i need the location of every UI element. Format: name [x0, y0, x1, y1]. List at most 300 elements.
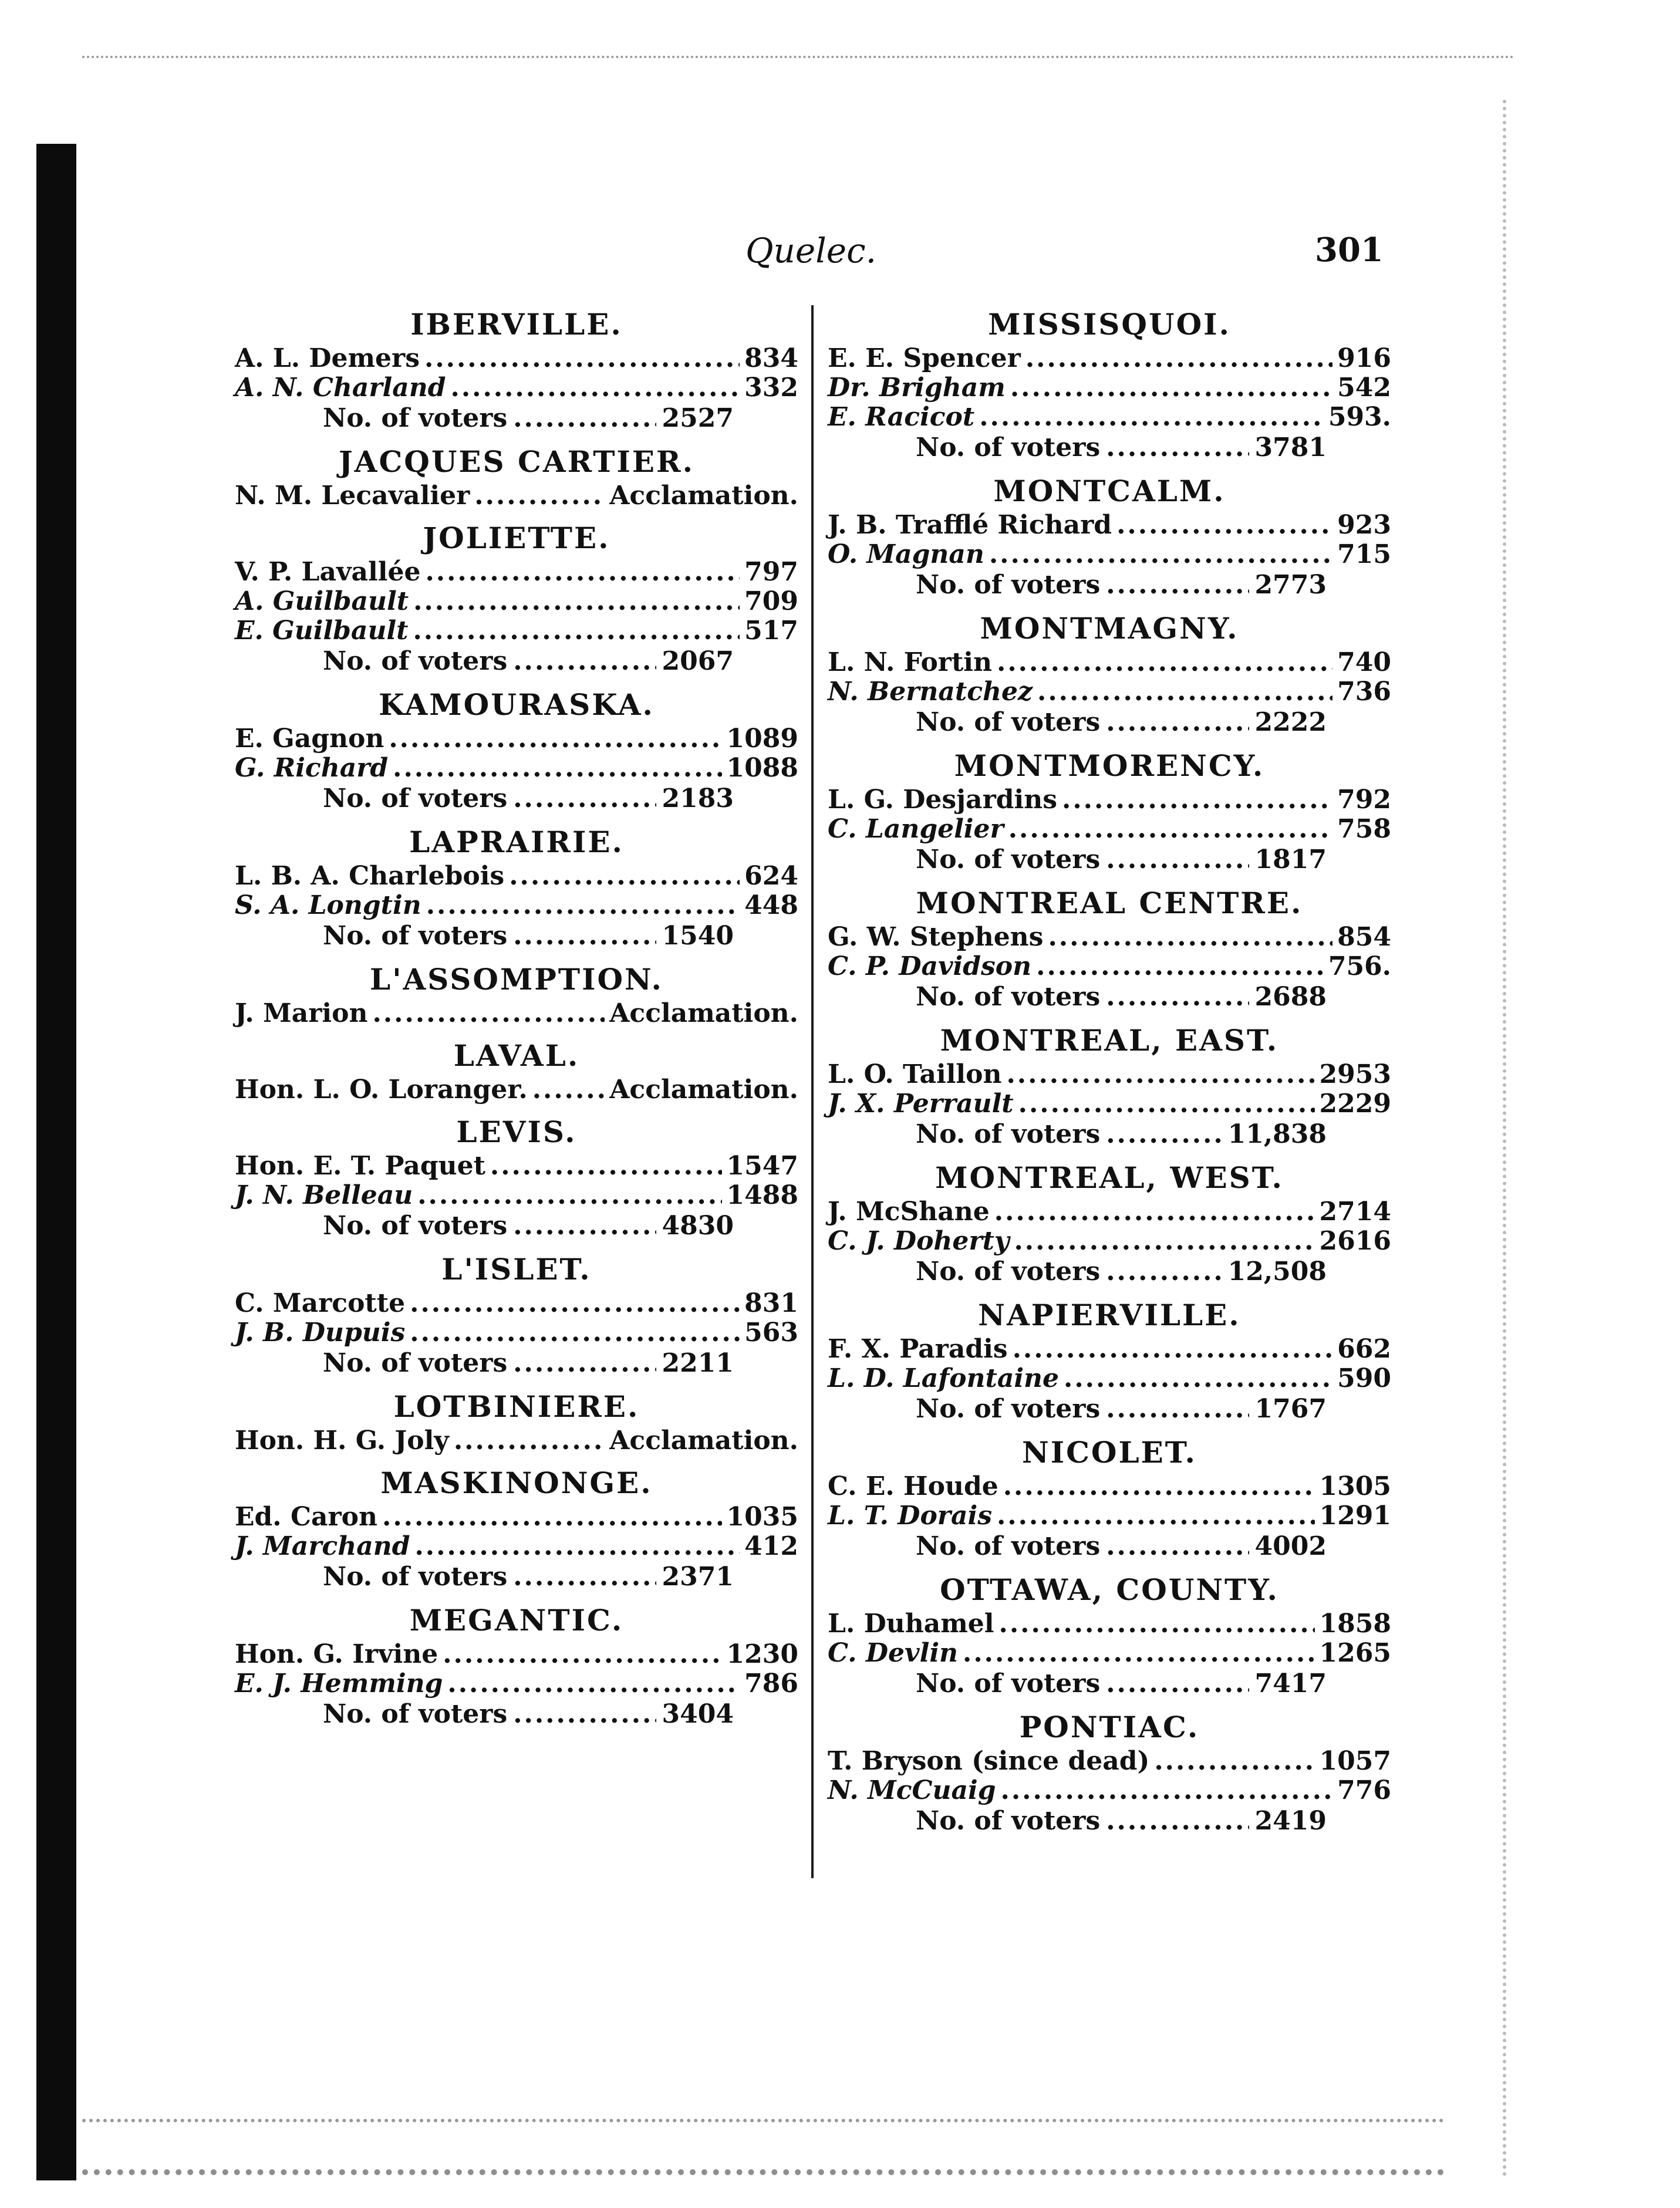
candidate-votes: 517: [744, 616, 798, 646]
dot-leader: [490, 1152, 722, 1181]
candidate-name: F. X. Paradis: [828, 1334, 1008, 1364]
candidate-name: L. T. Dorais: [828, 1501, 992, 1531]
district-name: MONTMORENCY.: [954, 748, 1265, 783]
candidate-row: [235, 1152, 798, 1181]
voters-label: No. of voters: [916, 1257, 1101, 1287]
candidate-votes: 1089: [726, 724, 798, 754]
page-title: Quelec.: [745, 231, 877, 271]
candidate-votes: 542: [1337, 373, 1391, 403]
candidate-name: E. Guilbault: [235, 616, 409, 646]
voters-count: 1817: [1254, 845, 1327, 875]
district-name: MEGANTIC.: [409, 1603, 624, 1638]
dot-leader: [410, 1289, 740, 1318]
candidate-name: N. Bernatchez: [828, 677, 1033, 707]
district-name: IBERVILLE.: [410, 307, 623, 342]
district-name: LOTBINIERE.: [393, 1389, 640, 1424]
district-block: [235, 443, 798, 511]
dot-leader: [513, 646, 656, 677]
candidate-votes: 1305: [1319, 1471, 1391, 1501]
candidate-votes: 834: [744, 343, 798, 373]
dot-leader: [414, 1532, 740, 1561]
voters-count: 2371: [662, 1562, 734, 1592]
candidate-row: [235, 862, 798, 891]
candidate-votes: Acclamation.: [609, 998, 798, 1028]
candidate-name: C. E. Houde: [828, 1471, 998, 1501]
candidate-row: [828, 1364, 1391, 1393]
candidate-votes: 624: [744, 861, 798, 891]
voters-count: 2222: [1254, 707, 1327, 737]
district-block: [828, 1571, 1391, 1700]
left-column: [235, 305, 798, 1738]
voters-row: [828, 981, 1391, 1013]
district-block: [828, 1021, 1391, 1150]
candidate-row: [235, 1318, 798, 1348]
dot-leader: [513, 783, 656, 815]
candidate-votes: 2714: [1319, 1197, 1391, 1227]
candidate-row: [235, 1181, 798, 1210]
voters-row: [235, 646, 798, 677]
candidate-row: [828, 1776, 1391, 1805]
district-block: [828, 1159, 1391, 1288]
candidate-votes: 1265: [1319, 1638, 1391, 1668]
voters-label: No. of voters: [323, 1562, 508, 1592]
dot-leader: [532, 1075, 605, 1105]
dot-leader: [1106, 569, 1249, 601]
dot-leader: [474, 481, 605, 511]
voters-count: 2527: [662, 403, 734, 433]
candidate-row: [235, 1426, 798, 1456]
candidate-votes: 709: [744, 586, 798, 616]
dot-leader: [447, 1669, 740, 1699]
right-column: [828, 305, 1391, 1845]
candidate-votes: 563: [744, 1318, 798, 1348]
candidate-votes: 916: [1337, 343, 1391, 373]
candidate-name: A. L. Demers: [235, 343, 420, 373]
candidate-name: G. Richard: [235, 753, 389, 783]
candidate-row: [828, 403, 1391, 432]
voters-count: 3404: [662, 1699, 734, 1729]
candidate-name: J. X. Perrault: [828, 1089, 1014, 1119]
district-name: PONTIAC.: [1019, 1710, 1200, 1744]
dot-leader: [426, 891, 740, 920]
candidate-votes: 831: [744, 1288, 798, 1318]
dot-leader: [997, 1501, 1315, 1531]
candidate-row: [828, 923, 1391, 952]
voters-row: [235, 1348, 798, 1379]
voters-row: [828, 1256, 1391, 1288]
candidate-row: [828, 511, 1391, 540]
district-name: L'ASSOMPTION.: [370, 962, 663, 997]
voters-label: No. of voters: [323, 1699, 508, 1729]
candidate-row: [828, 344, 1391, 373]
candidate-name: L. O. Taillon: [828, 1059, 1002, 1089]
district-name: LAPRAIRIE.: [409, 825, 624, 859]
dot-leader: [1062, 785, 1332, 815]
dot-leader: [1106, 432, 1249, 464]
candidate-name: V. P. Lavallée: [235, 557, 421, 587]
candidate-name: Hon. H. G. Joly: [235, 1426, 449, 1456]
dot-leader: [1036, 952, 1324, 981]
candidate-row: [828, 540, 1391, 569]
voters-count: 2773: [1254, 570, 1327, 600]
district-name: MONTMAGNY.: [980, 611, 1239, 646]
candidate-row: [235, 587, 798, 616]
candidate-row: [828, 952, 1391, 981]
district-block: [828, 1433, 1391, 1562]
dot-leader: [382, 1503, 722, 1532]
candidate-votes: 1291: [1319, 1501, 1391, 1531]
candidate-name: G. W. Stephens: [828, 922, 1044, 952]
candidate-name: A. Guilbault: [235, 586, 409, 616]
candidate-votes: 797: [744, 557, 798, 587]
voters-row: [828, 844, 1391, 876]
dot-leader: [1106, 844, 1249, 876]
dot-leader: [1006, 1060, 1314, 1089]
voters-count: 2211: [662, 1348, 734, 1378]
candidate-votes: 662: [1337, 1334, 1391, 1364]
candidate-name: J. N. Belleau: [235, 1180, 413, 1210]
district-name: NICOLET.: [1022, 1435, 1197, 1470]
dot-leader: [1003, 1472, 1315, 1501]
dot-leader: [1048, 923, 1332, 952]
candidate-row: [828, 373, 1391, 403]
voters-count: 7417: [1254, 1669, 1327, 1699]
district-block: [235, 823, 798, 952]
dot-leader: [1154, 1747, 1314, 1776]
candidate-name: S. A. Longtin: [235, 890, 421, 920]
voters-label: No. of voters: [916, 845, 1101, 875]
candidate-votes: 715: [1337, 539, 1391, 569]
candidate-row: [235, 754, 798, 783]
district-name: MASKINONGE.: [380, 1466, 653, 1500]
candidate-name: L. N. Fortin: [828, 647, 993, 677]
candidate-row: [235, 481, 798, 511]
candidate-name: J. B. Trafflé Richard: [828, 510, 1112, 540]
candidate-name: C. Devlin: [828, 1638, 959, 1668]
candidate-row: [235, 558, 798, 587]
candidate-votes: 776: [1337, 1775, 1391, 1805]
district-block: [235, 1464, 798, 1593]
voters-row: [235, 783, 798, 815]
voters-count: 11,838: [1227, 1119, 1327, 1149]
voters-label: No. of voters: [916, 1119, 1101, 1149]
candidate-name: Hon. G. Irvine: [235, 1639, 438, 1669]
candidate-row: [235, 724, 798, 754]
dot-leader: [451, 373, 740, 403]
candidate-name: J. Marchand: [235, 1531, 410, 1561]
voters-count: 4002: [1254, 1531, 1327, 1561]
voters-count: 1540: [662, 921, 734, 951]
candidate-votes: 736: [1337, 677, 1391, 707]
page-edge-bottom: [82, 2119, 1444, 2175]
candidate-row: [828, 648, 1391, 677]
dot-leader: [389, 724, 721, 754]
district-block: [828, 747, 1391, 876]
candidate-votes: 332: [744, 373, 798, 403]
column-divider: [811, 305, 814, 1878]
district-block: [235, 1037, 798, 1105]
voters-row: [235, 1561, 798, 1593]
candidate-name: E. J. Hemming: [235, 1669, 443, 1699]
district-block: [828, 305, 1391, 464]
dot-leader: [1106, 707, 1249, 738]
candidate-votes: 412: [744, 1531, 798, 1561]
voters-count: 2419: [1254, 1806, 1327, 1836]
candidate-votes: 2229: [1319, 1089, 1391, 1119]
district-name: MISSISQUOI.: [988, 307, 1231, 342]
district-name: LAVAL.: [453, 1038, 580, 1073]
district-block: [235, 1387, 798, 1456]
candidate-name: J. McShane: [828, 1197, 990, 1227]
voters-label: No. of voters: [323, 1211, 508, 1241]
candidate-row: [235, 373, 798, 403]
district-block: [235, 960, 798, 1028]
candidate-row: [235, 891, 798, 920]
candidate-name: C. J. Doherty: [828, 1226, 1010, 1256]
district-name: OTTAWA, COUNTY.: [940, 1572, 1279, 1607]
voters-count: 4830: [662, 1211, 734, 1241]
dot-leader: [1106, 1668, 1249, 1700]
dot-leader: [1106, 1805, 1249, 1837]
candidate-name: E. Gagnon: [235, 724, 384, 754]
candidate-votes: 1088: [726, 753, 798, 783]
candidate-name: T. Bryson (since dead): [828, 1746, 1150, 1776]
voters-row: [828, 707, 1391, 738]
district-block: [828, 1296, 1391, 1425]
dot-leader: [509, 862, 740, 891]
candidate-votes: 1230: [726, 1639, 798, 1669]
district-block: [235, 1250, 798, 1379]
voters-label: No. of voters: [323, 1348, 508, 1378]
dot-leader: [1064, 1364, 1332, 1393]
dot-leader: [413, 587, 740, 616]
dot-leader: [1106, 1393, 1249, 1425]
candidate-row: [828, 1501, 1391, 1531]
district-name: MONTREAL CENTRE.: [916, 886, 1303, 920]
candidate-name: J. B. Dupuis: [235, 1318, 406, 1348]
district-block: [235, 305, 798, 434]
candidate-row: [235, 1503, 798, 1532]
candidate-name: E. Racicot: [828, 402, 975, 432]
dot-leader: [373, 999, 605, 1028]
dot-leader: [513, 403, 656, 434]
candidate-row: [828, 1747, 1391, 1776]
voters-row: [828, 432, 1391, 464]
voters-row: [828, 569, 1391, 601]
district-name: JACQUES CARTIER.: [339, 444, 694, 479]
district-name: NAPIERVILLE.: [978, 1298, 1241, 1332]
voters-label: No. of voters: [323, 403, 508, 433]
voters-count: 3781: [1254, 433, 1327, 462]
candidate-row: [235, 1075, 798, 1105]
candidate-votes: 786: [744, 1669, 798, 1699]
candidate-votes: 756.: [1328, 951, 1391, 981]
book-spine-shadow: [36, 144, 76, 2180]
voters-count: 12,508: [1227, 1257, 1327, 1287]
voters-count: 2067: [662, 646, 734, 676]
dot-leader: [1106, 1119, 1222, 1150]
candidate-row: [828, 1227, 1391, 1256]
candidate-name: C. P. Davidson: [828, 951, 1032, 981]
candidate-name: N. McCuaig: [828, 1775, 996, 1805]
page-edge-right: [1503, 100, 1512, 2177]
dot-leader: [513, 920, 656, 952]
dot-leader: [513, 1561, 656, 1593]
candidate-name: N. M. Lecavalier: [235, 481, 470, 511]
dot-leader: [513, 1699, 656, 1730]
dot-leader: [393, 754, 721, 783]
voters-label: No. of voters: [323, 921, 508, 951]
candidate-votes: 448: [744, 890, 798, 920]
dot-leader: [1106, 1531, 1249, 1562]
voters-row: [235, 1699, 798, 1730]
district-name: MONTREAL, WEST.: [935, 1160, 1284, 1195]
voters-row: [235, 1210, 798, 1242]
candidate-name: Hon. E. T. Paquet: [235, 1151, 485, 1181]
candidate-row: [235, 344, 798, 373]
district-block: [828, 609, 1391, 738]
candidate-row: [235, 999, 798, 1028]
page-number: 301: [1315, 231, 1384, 269]
candidate-name: C. Marcotte: [235, 1288, 406, 1318]
dot-leader: [963, 1639, 1315, 1668]
dot-leader: [1008, 815, 1332, 844]
dot-leader: [1013, 1335, 1333, 1364]
dot-leader: [1001, 1776, 1333, 1805]
candidate-name: Dr. Brigham: [828, 373, 1006, 403]
candidate-votes: 593.: [1328, 402, 1391, 432]
candidate-row: [235, 616, 798, 646]
candidate-name: L. Duhamel: [828, 1609, 994, 1639]
candidate-row: [235, 1640, 798, 1669]
candidate-row: [828, 1089, 1391, 1119]
candidate-votes: 923: [1337, 510, 1391, 540]
dot-leader: [443, 1640, 721, 1669]
candidate-votes: 854: [1337, 922, 1391, 952]
district-block: [828, 472, 1391, 601]
candidate-votes: 1547: [726, 1151, 798, 1181]
candidate-votes: 758: [1337, 814, 1391, 844]
candidate-name: L. D. Lafontaine: [828, 1363, 1060, 1393]
candidate-name: A. N. Charland: [235, 373, 446, 403]
candidate-row: [828, 677, 1391, 707]
candidate-votes: 1488: [726, 1180, 798, 1210]
district-block: [235, 686, 798, 815]
candidate-votes: 2953: [1319, 1059, 1391, 1089]
voters-row: [828, 1668, 1391, 1700]
candidate-name: C. Langelier: [828, 814, 1004, 844]
candidate-votes: 1035: [726, 1502, 798, 1532]
voters-count: 1767: [1254, 1394, 1327, 1424]
dot-leader: [997, 648, 1332, 677]
dot-leader: [454, 1426, 605, 1456]
dot-leader: [989, 540, 1332, 569]
dot-leader: [410, 1318, 740, 1348]
district-name: LEVIS.: [456, 1115, 577, 1149]
dot-leader: [1025, 344, 1332, 373]
voters-label: No. of voters: [916, 1669, 1101, 1699]
dot-leader: [994, 1197, 1315, 1227]
dot-leader: [513, 1210, 656, 1242]
candidate-row: [828, 1060, 1391, 1089]
dot-leader: [425, 558, 740, 587]
candidate-row: [828, 1335, 1391, 1364]
voters-row: [828, 1393, 1391, 1425]
district-name: MONTREAL, EAST.: [940, 1023, 1279, 1058]
dot-leader: [1010, 373, 1332, 403]
district-block: [235, 519, 798, 677]
candidate-name: Hon. L. O. Loranger.: [235, 1075, 528, 1105]
district-block: [235, 1113, 798, 1242]
dot-leader: [1116, 511, 1332, 540]
dot-leader: [413, 616, 740, 646]
candidate-row: [828, 815, 1391, 844]
voters-row: [828, 1531, 1391, 1562]
candidate-name: L. B. A. Charlebois: [235, 861, 505, 891]
dot-leader: [1106, 1256, 1222, 1288]
voters-row: [235, 403, 798, 434]
candidate-votes: 1858: [1319, 1609, 1391, 1639]
voters-label: No. of voters: [916, 570, 1101, 600]
voters-label: No. of voters: [916, 433, 1101, 462]
district-name: MONTCALM.: [993, 474, 1226, 508]
district-name: JOLIETTE.: [423, 521, 610, 555]
candidate-name: J. Marion: [235, 998, 368, 1028]
district-block: [828, 884, 1391, 1013]
voters-row: [235, 920, 798, 952]
voters-row: [828, 1805, 1391, 1837]
dot-leader: [1014, 1227, 1314, 1256]
candidate-votes: 1057: [1319, 1746, 1391, 1776]
voters-row: [828, 1119, 1391, 1150]
candidate-row: [828, 1639, 1391, 1668]
candidate-row: [828, 785, 1391, 815]
candidate-row: [235, 1669, 798, 1699]
voters-label: No. of voters: [323, 646, 508, 676]
district-block: [828, 1708, 1391, 1837]
page-edge-top: [82, 56, 1514, 63]
candidate-votes: Acclamation.: [609, 481, 798, 511]
dot-leader: [1018, 1089, 1315, 1119]
voters-count: 2183: [662, 784, 734, 813]
dot-leader: [1106, 981, 1249, 1013]
candidate-row: [235, 1289, 798, 1318]
candidate-row: [828, 1472, 1391, 1501]
candidate-votes: 590: [1337, 1363, 1391, 1393]
candidate-votes: 740: [1337, 647, 1391, 677]
dot-leader: [999, 1609, 1315, 1639]
dot-leader: [979, 403, 1324, 432]
voters-label: No. of voters: [323, 784, 508, 813]
candidate-name: E. E. Spencer: [828, 343, 1021, 373]
dot-leader: [1037, 677, 1332, 707]
district-block: [235, 1601, 798, 1730]
dot-leader: [417, 1181, 721, 1210]
district-name: L'ISLET.: [441, 1252, 592, 1287]
voters-label: No. of voters: [916, 1531, 1101, 1561]
district-name: KAMOURASKA.: [379, 687, 655, 722]
voters-label: No. of voters: [916, 1394, 1101, 1424]
voters-count: 2688: [1254, 982, 1327, 1012]
candidate-row: [828, 1197, 1391, 1227]
voters-label: No. of voters: [916, 707, 1101, 737]
dot-leader: [513, 1348, 656, 1379]
candidate-name: O. Magnan: [828, 539, 984, 569]
candidate-name: Ed. Caron: [235, 1502, 377, 1532]
candidate-votes: Acclamation.: [609, 1075, 798, 1105]
candidate-row: [235, 1532, 798, 1561]
candidate-votes: 792: [1337, 785, 1391, 815]
